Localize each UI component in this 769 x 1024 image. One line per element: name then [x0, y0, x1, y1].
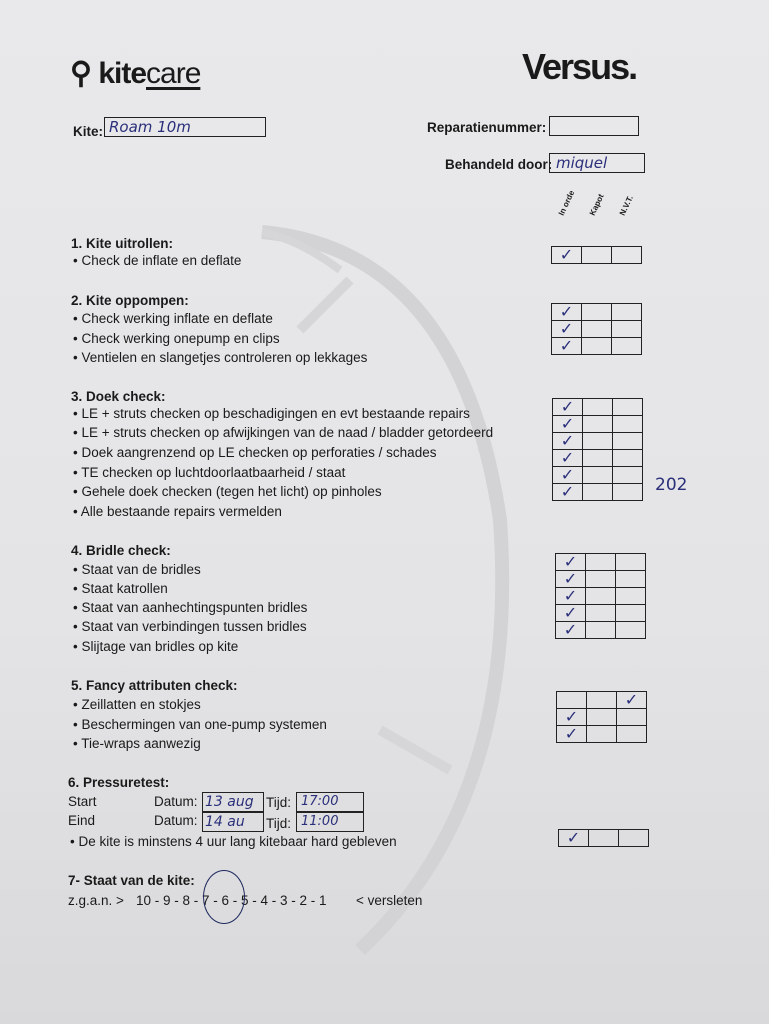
checkbox[interactable]: ✓: [553, 433, 583, 450]
checkbox[interactable]: [587, 692, 617, 709]
repair-number-field[interactable]: [549, 116, 639, 136]
state-prefix: z.g.a.n. >: [68, 893, 124, 908]
section-3-item: • Doek aangrenzend op LE checken op perforaties / schades: [73, 445, 437, 460]
checkbox[interactable]: ✓: [552, 321, 582, 338]
checkbox[interactable]: [616, 554, 646, 571]
checkbox[interactable]: [616, 588, 646, 605]
state-title: 7- Staat van de kite:: [68, 873, 195, 888]
checkbox[interactable]: ✓: [553, 467, 583, 484]
checkbox[interactable]: ✓: [556, 571, 586, 588]
checkbox[interactable]: [582, 304, 612, 321]
kite-label: Kite:: [73, 124, 103, 139]
kitecare-logo: ⚲ kitecare: [70, 57, 201, 90]
checkbox[interactable]: [617, 709, 647, 726]
start-date-field[interactable]: 13 aug: [202, 792, 264, 812]
checkbox[interactable]: [582, 321, 612, 338]
checkbox[interactable]: [583, 450, 613, 467]
start-date-label: Datum:: [154, 794, 198, 809]
checkbox[interactable]: [557, 692, 587, 709]
state-suffix: < versleten: [356, 893, 423, 908]
checkbox[interactable]: [613, 467, 643, 484]
section-4-item: • Staat katrollen: [73, 581, 168, 596]
section-4-item: • Staat van verbindingen tussen bridles: [73, 619, 307, 634]
checkbox[interactable]: ✓: [556, 622, 586, 639]
checkbox[interactable]: [613, 399, 643, 416]
col-header-kapot: Kapot: [587, 192, 606, 217]
repair-number-label: Reparatienummer:: [427, 120, 547, 135]
section-1-title: 1. Kite uitrollen:: [71, 236, 174, 251]
checkbox[interactable]: [613, 484, 643, 501]
section-2-item: • Check werking onepump en clips: [73, 331, 280, 346]
checkbox[interactable]: ✓: [556, 605, 586, 622]
section-4-item: • Slijtage van bridles op kite: [73, 639, 239, 654]
start-time-label: Tijd:: [266, 795, 292, 810]
kite-logo-icon: ⚲: [70, 57, 99, 90]
pressure-statement: • De kite is minstens 4 uur lang kitebaar hard gebleven: [70, 834, 397, 849]
kite-field[interactable]: Roam 10m: [104, 117, 266, 137]
checkbox[interactable]: [613, 433, 643, 450]
checkbox[interactable]: [612, 321, 642, 338]
checkbox[interactable]: [587, 709, 617, 726]
col-header-nvt: N.V.T.: [617, 194, 635, 217]
checkbox[interactable]: [583, 484, 613, 501]
checkbox[interactable]: [612, 338, 642, 355]
checkbox[interactable]: [586, 571, 616, 588]
checkbox[interactable]: ✓: [553, 416, 583, 433]
checkbox[interactable]: ✓: [559, 830, 589, 847]
section-3-grid: [552, 398, 643, 501]
checkbox[interactable]: [616, 622, 646, 639]
section-3-item: • LE + struts checken op afwijkingen van de naad / bladder getordeerd: [73, 425, 494, 440]
checkbox[interactable]: ✓: [553, 399, 583, 416]
checkbox[interactable]: [586, 622, 616, 639]
section-4-item: • Staat van aanhechtingspunten bridles: [73, 600, 308, 615]
checkbox[interactable]: [613, 450, 643, 467]
end-date-label: Datum:: [154, 813, 198, 828]
col-header-in-orde: In orde: [556, 189, 577, 217]
versus-logo: Versus.: [522, 46, 637, 87]
section-1-grid: [551, 246, 642, 264]
section-3-item: • Gehele doek checken (tegen het licht) op pinholes: [73, 484, 382, 499]
start-time-field[interactable]: 17:00: [296, 792, 364, 812]
checkbox[interactable]: ✓: [552, 247, 582, 264]
pressure-start-label: Start: [68, 794, 97, 809]
selected-state-circle: [203, 870, 245, 924]
checkbox[interactable]: [586, 605, 616, 622]
section-2-grid: [551, 303, 642, 355]
checkbox[interactable]: ✓: [552, 304, 582, 321]
section-5-title: 5. Fancy attributen check:: [71, 678, 238, 693]
section-3-title: 3. Doek check:: [71, 389, 166, 404]
checkbox[interactable]: [587, 726, 617, 743]
section-3-item: • Alle bestaande repairs vermelden: [73, 504, 282, 519]
section-5-grid: [556, 691, 647, 743]
checkbox[interactable]: ✓: [552, 338, 582, 355]
pressure-title: 6. Pressuretest:: [68, 775, 170, 790]
checkbox[interactable]: [583, 433, 613, 450]
end-time-label: Tijd:: [266, 816, 292, 831]
checkbox[interactable]: [612, 247, 642, 264]
checkbox[interactable]: [583, 467, 613, 484]
section-4-grid: [555, 553, 646, 639]
checkbox[interactable]: [582, 338, 612, 355]
checkbox[interactable]: ✓: [557, 726, 587, 743]
section-5-item: • Beschermingen van one-pump systemen: [73, 717, 327, 732]
checkbox[interactable]: [613, 416, 643, 433]
state-scale: 10 - 9 - 8 - 7 - 6 - 5 - 4 - 3 - 2 - 1: [136, 893, 327, 908]
checkbox[interactable]: ✓: [557, 709, 587, 726]
section-4-title: 4. Bridle check:: [71, 543, 171, 558]
pressure-end-label: Eind: [68, 813, 96, 828]
checkbox[interactable]: [589, 830, 619, 847]
checkbox[interactable]: [586, 588, 616, 605]
section-2-item: • Check werking inflate en deflate: [73, 311, 273, 326]
section-3-item: • LE + struts checken op beschadigingen en evt bestaande repairs: [73, 406, 470, 421]
checkbox[interactable]: [616, 571, 646, 588]
section-5-item: • Tie-wraps aanwezig: [73, 736, 201, 751]
section-5-item: • Zeillatten en stokjes: [73, 697, 201, 712]
end-time-field[interactable]: 11:00: [296, 812, 364, 832]
checkbox[interactable]: [612, 304, 642, 321]
pressure-grid: [558, 829, 649, 847]
checkbox[interactable]: [582, 247, 612, 264]
checkbox[interactable]: ✓: [556, 588, 586, 605]
checkbox[interactable]: [586, 554, 616, 571]
handled-by-field[interactable]: miquel: [549, 153, 645, 173]
section-2-item: • Ventielen en slangetjes controleren op lekkages: [73, 350, 368, 365]
section-4-item: • Staat van de bridles: [73, 562, 201, 577]
section-1-item: • Check de inflate en deflate: [73, 253, 242, 268]
section-3-item: • TE checken op luchtdoorlaatbaarheid / staat: [73, 465, 346, 480]
checkbox[interactable]: ✓: [617, 692, 647, 709]
checkbox[interactable]: ✓: [553, 484, 583, 501]
checkbox[interactable]: [619, 830, 649, 847]
handled-by-label: Behandeld door:: [445, 157, 553, 172]
checkbox[interactable]: [617, 726, 647, 743]
section-2-title: 2. Kite oppompen:: [71, 293, 189, 308]
end-date-field[interactable]: 14 au: [202, 812, 264, 832]
checkbox[interactable]: [583, 416, 613, 433]
checkbox[interactable]: ✓: [556, 554, 586, 571]
checkbox[interactable]: ✓: [553, 450, 583, 467]
checkbox[interactable]: [583, 399, 613, 416]
checkbox[interactable]: [616, 605, 646, 622]
handwritten-note-202: 202: [655, 475, 688, 495]
